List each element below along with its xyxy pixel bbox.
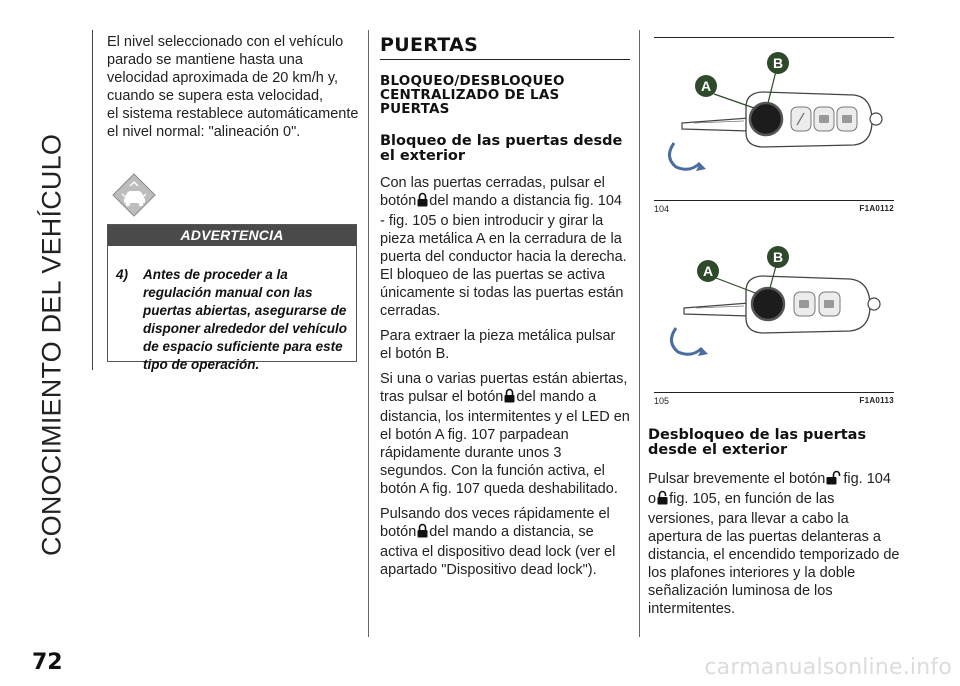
text-line: el sistema restablece automáticamente (107, 106, 359, 122)
text-line: el nivel normal: "alineación 0". (107, 124, 301, 140)
figure-104-top-rule (654, 37, 894, 38)
figure-104 (654, 45, 894, 195)
text-line: parado se mantiene hasta una (107, 52, 303, 68)
key-fob-illustration (654, 45, 894, 195)
intro-paragraph (107, 33, 359, 141)
watermark: carmanualsonline.info (704, 655, 952, 680)
page-number: 72 (32, 650, 63, 675)
paragraph-dead-lock (380, 505, 630, 579)
lock-closed-icon (417, 523, 428, 543)
text-span: del mando a distancia fig. 104 - fig. 105 o bien introducir y girar la pieza metálica A en la cerradura de la puerta del conductor hacia la derecha. El bloqueo de las puertas se activa únicamente si todas las puertas están cerradas. (380, 193, 627, 319)
text-line: El nivel seleccionado con el vehículo (107, 34, 344, 50)
text-span: del mando a distancia, los intermitentes y el LED en el botón A fig. 107 parpadean rápidamente durante unos 3 segundos. Con la función activa, el botón A fig. 107 queda deshabilitado. (380, 389, 630, 497)
figure-code: F1A0112 (859, 204, 894, 213)
text-span: Pulsar brevemente el botón (648, 471, 826, 487)
figure-104-caption (654, 200, 894, 214)
column-divider-1 (368, 30, 369, 637)
paragraph-lock-instructions (380, 174, 630, 320)
figure-number: 104 (654, 204, 670, 214)
text-span: fig. 105, en función de las versiones, para llevar a cabo la apertura de las puertas delanteras a distancia, el encendido temporizado de los plafones interiores y la doble señalización luminosa de los intermitentes. (648, 491, 900, 617)
callout-b: B (772, 55, 784, 71)
column-divider-2 (639, 30, 640, 637)
lock-closed-icon (504, 388, 515, 408)
side-divider (92, 30, 93, 370)
text-span: botón (380, 524, 417, 540)
lock-open-icon (657, 490, 668, 510)
text-line: cuando se supera esta velocidad, (107, 88, 324, 104)
text-span: Con las puertas cerradas, pulsar el (380, 175, 605, 191)
chapter-title: CONOCIMIENTO DEL VEHÍCULO (36, 133, 67, 557)
key-fob-illustration (654, 228, 894, 388)
warning-number: 4) (116, 267, 129, 282)
lock-from-outside-title: Bloqueo de las puertas desde el exterior (380, 133, 623, 164)
figure-number: 105 (654, 396, 670, 406)
paragraph-unlock-instructions (648, 470, 900, 618)
warning-title: ADVERTENCIA (108, 225, 356, 246)
headlight-level-warning-icon (111, 172, 157, 218)
callout-a: A (702, 263, 714, 279)
warning-text (108, 246, 356, 374)
text-span: o (648, 491, 657, 507)
figure-code: F1A0113 (859, 396, 894, 405)
text-span: Pulsando dos veces rápidamente el (380, 506, 610, 522)
text-span: botón (380, 193, 417, 209)
callout-b: B (772, 249, 784, 265)
text-line: velocidad aproximada de 20 km/h y, (107, 70, 339, 86)
lock-closed-icon (417, 192, 428, 212)
callout-a: A (700, 78, 712, 94)
text-span: fig. 104 (843, 471, 891, 487)
figure-105-caption (654, 392, 894, 406)
text-span: del mando a distancia, se activa el dispositivo dead lock (ver el apartado "Dispositivo dead lock"). (380, 524, 616, 578)
warning-body-text: Antes de proceder a la regulación manual con las puertas abiertas, asegurarse de disponer alrededor del vehículo de espacio suficiente para este tipo de operación. (143, 267, 348, 372)
subsection-heading: BLOQUEO/DESBLOQUEO CENTRALIZADO DE LAS PUERTAS (380, 73, 565, 117)
lock-open-icon (826, 470, 842, 490)
text-span: Si una o varias puertas están abiertas, tras pulsar el botón (380, 371, 628, 405)
paragraph-extract-key: Para extraer la pieza metálica pulsar el botón B. (380, 328, 616, 362)
figure-105 (654, 228, 894, 388)
section-heading: PUERTAS (380, 34, 630, 60)
unlock-from-outside-title: Desbloqueo de las puertas desde el exterior (648, 427, 867, 458)
warning-box (107, 224, 357, 372)
paragraph-open-doors (380, 370, 630, 498)
